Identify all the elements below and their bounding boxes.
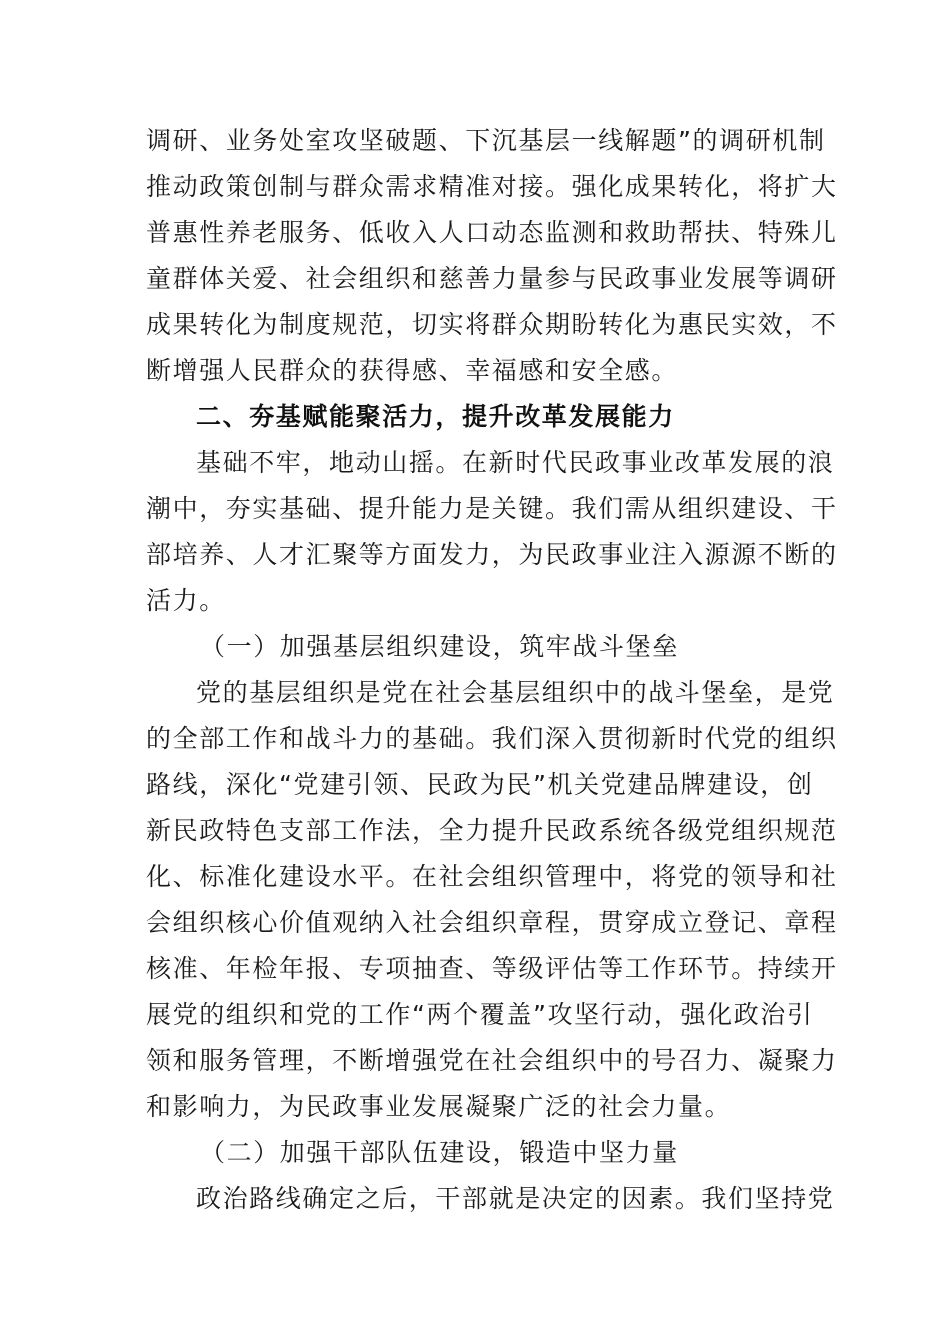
body-text-line: 普惠性养老服务、低收入人口动态监测和救助帮扶、特殊儿 bbox=[146, 218, 838, 247]
subsection-heading: （一）加强基层组织建设，筑牢战斗堡垒 bbox=[200, 632, 679, 661]
body-text-line: 展党的组织和党的工作“两个覆盖”攻坚行动，强化政治引 bbox=[146, 1000, 814, 1029]
body-text-line: 活力。 bbox=[146, 586, 226, 615]
body-text-line: 成果转化为制度规范，切实将群众期盼转化为惠民实效，不 bbox=[146, 310, 838, 339]
body-text-line: 潮中，夯实基础、提升能力是关键。我们需从组织建设、干 bbox=[146, 494, 838, 523]
body-text-line: 核准、年检年报、专项抽查、等级评估等工作环节。持续开 bbox=[146, 954, 838, 983]
body-text-line: 基础不牢，地动山摇。在新时代民政事业改革发展的浪 bbox=[196, 448, 835, 477]
body-text-line: 断增强人民群众的获得感、幸福感和安全感。 bbox=[146, 356, 679, 385]
body-text-line: 党的基层组织是党在社会基层组织中的战斗堡垒，是党 bbox=[196, 678, 835, 707]
body-text-line: 推动政策创制与群众需求精准对接。强化成果转化，将扩大 bbox=[146, 172, 838, 201]
body-text-line: 调研、业务处室攻坚破题、下沉基层一线解题”的调研机制 bbox=[146, 126, 826, 155]
body-text-line: 会组织核心价值观纳入社会组织章程，贯穿成立登记、章程 bbox=[146, 908, 838, 937]
body-text-line: 部培养、人才汇聚等方面发力，为民政事业注入源源不断的 bbox=[146, 540, 838, 569]
subsection-heading: （二）加强干部队伍建设，锻造中坚力量 bbox=[200, 1138, 679, 1167]
body-text-line: 化、标准化建设水平。在社会组织管理中，将党的领导和社 bbox=[146, 862, 838, 891]
body-text-line: 领和服务管理，不断增强党在社会组织中的号召力、凝聚力 bbox=[146, 1046, 838, 1075]
body-text-line: 路线，深化“党建引领、民政为民”机关党建品牌建设，创 bbox=[146, 770, 814, 799]
body-text-line: 和影响力，为民政事业发展凝聚广泛的社会力量。 bbox=[146, 1092, 732, 1121]
body-text-line: 童群体关爱、社会组织和慈善力量参与民政事业发展等调研 bbox=[146, 264, 838, 293]
section-heading: 二、夯基赋能聚活力，提升改革发展能力 bbox=[196, 402, 675, 431]
body-text-line: 新民政特色支部工作法，全力提升民政系统各级党组织规范 bbox=[146, 816, 838, 845]
body-text-line: 政治路线确定之后，干部就是决定的因素。我们坚持党 bbox=[196, 1184, 835, 1213]
body-text-line: 的全部工作和战斗力的基础。我们深入贯彻新时代党的组织 bbox=[146, 724, 838, 753]
